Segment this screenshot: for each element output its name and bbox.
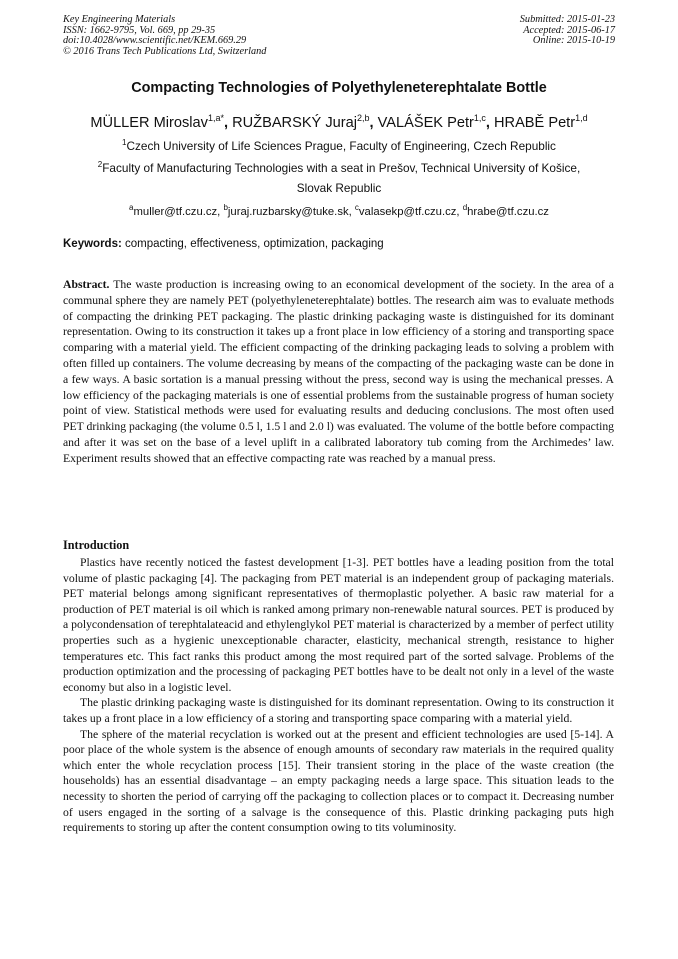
abstract bbox=[63, 277, 614, 467]
email-link[interactable]: muller@tf.czu.cz bbox=[133, 205, 218, 218]
author-name: HRABĚ Petr bbox=[494, 114, 576, 131]
affiliation-sup: 1 bbox=[122, 138, 127, 147]
copyright-line: © 2016 Trans Tech Publications Ltd, Switzerland bbox=[63, 45, 267, 57]
accepted-date: Accepted: 2015-06-17 bbox=[523, 24, 615, 36]
email-list: $^a$muller@tf.czu.cz, $^b$juraj.ruzbarsky@tuke.sk, $^c$valasekp@tf.czu.cz, $^d$hrabe@tf.czu.cz bbox=[129, 203, 549, 218]
author-name: RUŽBARSKÝ Juraj bbox=[232, 114, 357, 131]
email-sup: c bbox=[354, 203, 359, 212]
affiliation-text: Czech University of Life Sciences Prague, Faculty of Engineering, Czech Republic bbox=[126, 138, 556, 153]
issn-line: ISSN: 1662-9795, Vol. 669, pp 29-35 bbox=[63, 24, 216, 36]
affiliation-1 bbox=[0, 138, 678, 153]
email-link[interactable]: juraj.ruzbarsky@tuke.sk bbox=[227, 205, 349, 218]
email-link[interactable]: valasekp@tf.czu.cz bbox=[358, 205, 457, 218]
email-sup: a bbox=[129, 203, 134, 212]
paper-title: Compacting Technologies of Polyethyleneterephtalate Bottle bbox=[131, 80, 547, 96]
doi-link[interactable]: doi:10.4028/www.scientific.net/KEM.669.29 bbox=[63, 35, 247, 47]
author-name: MÜLLER Miroslav bbox=[90, 114, 208, 131]
affiliation-sup: 2 bbox=[97, 160, 103, 169]
author-sep: , bbox=[223, 114, 233, 131]
author-sup: 2,b bbox=[356, 113, 370, 123]
journal-header-left bbox=[63, 15, 266, 57]
affiliation-2 bbox=[0, 160, 678, 175]
keywords-label: Keywords: bbox=[63, 238, 122, 250]
section-heading-introduction: Introduction bbox=[63, 538, 130, 552]
author-sup: 1,d bbox=[575, 113, 588, 123]
affiliation-text: Faculty of Manufacturing Technologies with a seat in Prešov, Technical University of Košice, bbox=[102, 160, 581, 175]
affiliation-2-line2: Slovak Republic bbox=[296, 181, 382, 195]
author-sup: 1,a* bbox=[207, 113, 224, 123]
introduction-body bbox=[63, 555, 614, 836]
online-date: Online: 2015-10-19 bbox=[532, 35, 615, 47]
keywords-text: compacting, effectiveness, optimization, packaging bbox=[121, 238, 384, 250]
author-sep: , bbox=[485, 114, 494, 131]
email-sup: b bbox=[223, 203, 228, 212]
intro-paragraph: The sphere of the material recyclation is worked out at the present and efficient technologies are used [5-14]. A poor place of the whole system is the absence of enough amounts of secondary raw materials in the required quality which enter the whole recyclation process [15]. Their transient storing in the place of the waste creation (the households) has an essential disadvantage – an empty packaging needs a large space. This situation leads to the necessity to shorten the period of carrying off the packaging to collection places or to compact it. Decreasing number of users engaged in the sorting of a salvage is the consequence of this. Plastic drinking packaging puts high requirements to storing up after the content consumption owing to tits voluminosity. bbox=[63, 727, 614, 835]
author-sup: 1,c bbox=[473, 113, 486, 123]
keywords bbox=[63, 238, 615, 250]
abstract-text: The waste production is increasing owing to an economical development of the society. In the area of a communal sphere they are namely PET (polyethyleneterephtalate) bottles. The research aim was to evaluate methods of compacting the drinking PET packaging. The plastic drinking packaging waste is distinguished for its dominant representation. Owing to its construction it takes up a front place in low efficiency of a storing and transporting space comparing with a material yield. The efficient compacting of the drinking packaging leads to solving a problem with often filled up containers. The volume decreasing by means of the compacting of the packaging waste can be done in a few ways. A basic sortation is a manual pressing without the press, second way is using the mechanical presses. A low efficiency of the packaging materials is one of essential problems from the sustainable progress of human society point of view. Statistical methods were used for evaluating results and deducing conclusions. The most often used PET drinking packaging (the volume 0.5 l, 1.5 l and 2.0 l) was evaluated. The volume of the bottle before compacting and after it was set on the base of a level uplift in a calibrated laboratory tub coming from the Archimedes’ law. Experiment results showed that an effective compacting rate was reached by a manual press. bbox=[63, 278, 615, 465]
intro-paragraph: Plastics have recently noticed the fastest development [1-3]. PET bottles have a leading position from the total volume of plastic packaging [4]. The packaging from PET material is an independent group of packaging materials. PET material belongs among significant representatives of thermoplastic polyether. A basic raw material for a production of PET material is oil which is ranked among primary non-renewable natural sources. PET is produced by a polycondensation of terephtalateacid and ethylenglykol PET material is characterized by a member of perfect utility properties such as a hygienic unexceptionable character, elasticity, mechanical strength, resistance to higher temperatures etc. This fact ranks this product among the most required part of the sorted salvage. Problems of the production optimization and the processing of packaging PET bottles have to be dealt not only in a level of the waste economy but also in a logistic level. bbox=[63, 556, 614, 694]
journal-name: Key Engineering Materials bbox=[63, 14, 176, 25]
email-sup: d bbox=[462, 203, 468, 212]
author-sep: , bbox=[369, 114, 378, 131]
journal-header-right bbox=[520, 15, 615, 47]
author-list bbox=[0, 113, 678, 131]
abstract-label: Abstract. bbox=[63, 278, 110, 291]
submitted-date: Submitted: 2015-01-23 bbox=[519, 14, 615, 25]
intro-paragraph: The plastic drinking packaging waste is distinguished for its dominant representation. Owing to its construction it takes up a front place in a low efficiency of a storing and transporting space comparing with a material yield. bbox=[63, 696, 614, 725]
email-link[interactable]: hrabe@tf.czu.cz bbox=[467, 205, 549, 218]
author-name: VALÁŠEK Petr bbox=[377, 114, 474, 131]
